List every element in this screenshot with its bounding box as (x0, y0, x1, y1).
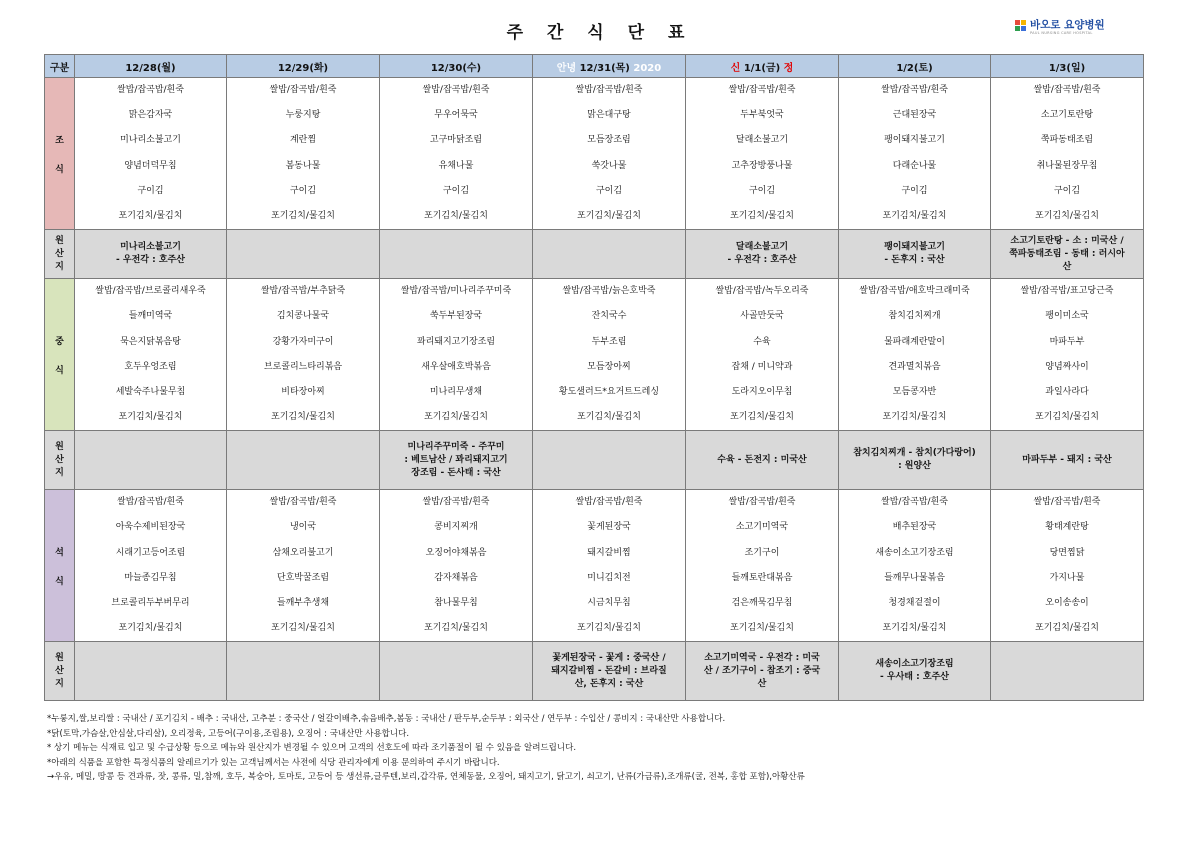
menu-item: 미나리무생채 (429, 386, 483, 397)
breakfast-label (45, 78, 75, 230)
origin-line: 참치김치찌개 - 참치(가다랑어) (853, 448, 976, 459)
day-header (227, 55, 380, 78)
origin-line: : 원양산 (898, 461, 931, 472)
origin-label-char: 산 (55, 248, 64, 259)
menu-item: 새송이소고기장조림 (875, 547, 954, 558)
note-line: *닭(토막,가슴살,안심살,다리살), 오리정육, 고등어(구이용,조림용), 오징어 : 국내산만 사용합니다. (47, 728, 410, 739)
lunch-row (45, 279, 1144, 431)
menu-item: 쌀밥/잡곡밥/애호박크래미죽 (859, 286, 970, 297)
dinner-day-cell (75, 490, 227, 642)
origin-line: 산 (757, 678, 767, 689)
menu-item: 마늘종김무침 (124, 572, 177, 583)
origin-line: 수육 - 돈전지 : 미국산 (717, 454, 807, 465)
breakfast-row (45, 78, 1144, 230)
origin-cell (991, 230, 1144, 279)
breakfast-day-cell (380, 78, 533, 230)
menu-item: 꽈리돼지고기장조림 (416, 336, 496, 347)
origin-label-char: 원 (55, 652, 64, 663)
day-date: 1/2(토) (896, 62, 933, 74)
origin-line: 미나리주꾸미죽 - 주꾸미 (407, 441, 505, 452)
menu-item: 들깨미역국 (128, 311, 173, 322)
menu-item: 양념더덕무침 (124, 160, 177, 171)
dinner-day-cell (839, 490, 991, 642)
origin-line: - 돈후지 : 국산 (884, 255, 945, 266)
lunch-origin-row (45, 431, 1144, 490)
breakfast-day-cell (686, 78, 839, 230)
menu-item: 다래순나물 (892, 160, 937, 171)
origin-label (45, 642, 75, 701)
menu-item: 쌀밥/잡곡밥/흰죽 (728, 497, 796, 508)
menu-item: 쌀밥/잡곡밥/부추닭죽 (260, 286, 346, 297)
menu-item: 계란찜 (289, 135, 317, 146)
menu-item: 김치콩나물국 (276, 311, 330, 322)
menu-item: 가지나물 (1049, 572, 1085, 583)
menu-item: 포기김치/물김치 (730, 210, 794, 221)
origin-line: 꽃게된장국 - 꽃게 : 중국산 / (552, 652, 666, 663)
menu-item: 쌀밥/잡곡밥/흰죽 (728, 85, 796, 95)
origin-cell (686, 230, 839, 279)
origin-line: 미나리소불고기 (120, 242, 181, 253)
meal-label-char: 조 (55, 135, 64, 146)
menu-item: 쌀밥/잡곡밥/표고당근죽 (1020, 286, 1114, 297)
menu-item: 도라지오이무침 (731, 386, 793, 397)
menu-item: 미니김치전 (587, 572, 631, 583)
origin-label-char: 원 (55, 235, 64, 246)
dinner-day-cell (686, 490, 839, 642)
breakfast-day-cell (533, 78, 686, 230)
menu-item: 포기김치/물김치 (118, 623, 183, 634)
menu-item: 포기김치/물김치 (424, 412, 488, 423)
menu-item: 강황가자미구이 (272, 336, 334, 347)
note-line: *누룽지,쌀,보리쌀 : 국내산 / 포기김치 - 배추 : 국내산, 고추분 : 중국산 / 얼갈이배추,솎음배추,봄동 : 국내산 / 판두부,순두부 : 외국산 / 연두부 : 수입산 / 콩비지 : 국내산만 사용합니다. (47, 714, 726, 724)
menu-item: 팽이돼지불고기 (884, 135, 945, 146)
origin-label-char: 지 (55, 261, 64, 272)
menu-item: 모듬장아찌 (587, 361, 631, 372)
menu-item: 구이김 (289, 185, 317, 196)
menu-item: 견과멸치볶음 (888, 361, 941, 372)
day-header (839, 55, 991, 78)
day-date: 12/29(화) (277, 62, 329, 74)
menu-item: 아욱수제비된장국 (115, 522, 186, 533)
lunch-day-cell (991, 279, 1144, 431)
menu-item: 쌀밥/잡곡밥/흰죽 (881, 85, 948, 95)
menu-item: 쌀밥/잡곡밥/흰죽 (422, 497, 490, 508)
day-date: 12/30(수) (430, 62, 482, 74)
lunch-label (45, 279, 75, 431)
meal-label-char: 식 (55, 164, 64, 175)
menu-item: 맑은감자국 (128, 110, 173, 121)
menu-item: 콩비지찌개 (434, 522, 478, 533)
lunch-day-cell (686, 279, 839, 431)
menu-item: 포기김치/물김치 (424, 210, 488, 221)
menu-item: 들깨무나물볶음 (884, 572, 945, 583)
lunch-day-cell (533, 279, 686, 431)
menu-item: 봄동나물 (285, 160, 321, 171)
origin-cell (227, 230, 380, 279)
menu-item: 조기구이 (744, 547, 780, 558)
menu-item: 쌀밥/잡곡밥/녹두오리죽 (715, 286, 809, 297)
menu-item: 삼채오리불고기 (272, 547, 334, 558)
origin-line: 소고기토란탕 - 소 : 미국산 / (1010, 235, 1124, 246)
menu-item: 구이김 (595, 185, 623, 196)
dinner-day-cell (380, 490, 533, 642)
menu-item: 호두우엉조림 (124, 361, 177, 372)
origin-line: 산 (1062, 261, 1072, 272)
menu-item: 무우어묵국 (434, 110, 478, 121)
menu-item: 미나리소불고기 (120, 135, 181, 146)
day-date: 1/3(일) (1048, 62, 1086, 74)
menu-item: 쌀밥/잡곡밥/흰죽 (117, 85, 184, 95)
menu-item: 오징어야채볶음 (425, 547, 487, 558)
origin-line: 새송이소고기장조림 (875, 659, 954, 670)
note-line: →우유, 메밀, 땅콩 등 견과류, 잣, 콩류, 밀,참깨, 호두, 복숭아, 토마토, 고등어 등 생선류,글루텐,보리,갑각류, 연체동물, 오징어, 돼지고기, 닭고기, 쇠고기, 난류(가금류),조개류(굴, 전복, 홍합 포함),아황산류 (47, 772, 805, 783)
origin-cell (227, 431, 380, 490)
origin-cell (991, 642, 1144, 701)
dinner-day-cell (533, 490, 686, 642)
menu-item: 포기김치/물김치 (1035, 623, 1099, 634)
origin-cell (991, 431, 1144, 490)
menu-item: 양념짜사이 (1045, 361, 1089, 372)
menu-item: 포기김치/물김치 (1035, 210, 1099, 221)
menu-item: 소고기미역국 (735, 522, 789, 533)
menu-item: 쌀밥/잡곡밥/흰죽 (575, 497, 643, 508)
holiday-sin: 신 (730, 62, 741, 74)
menu-item: 포기김치/물김치 (577, 623, 641, 634)
menu-item: 황도샐러드*요거트드레싱 (558, 386, 660, 397)
menu-item: 쌀밥/잡곡밥/흰죽 (269, 497, 337, 508)
origin-line: 산, 돈후지 : 국산 (574, 678, 644, 689)
menu-item: 새우살애호박볶음 (421, 361, 491, 372)
meal-label-char: 식 (55, 576, 64, 587)
origin-cell (533, 642, 686, 701)
menu-item: 잡채 / 미니약과 (731, 361, 793, 372)
menu-item: 쭉파동태조림 (1040, 135, 1094, 146)
menu-item: 쑥두부된장국 (429, 311, 483, 322)
menu-item: 쌀밥/잡곡밥/흰죽 (575, 85, 643, 95)
origin-cell (533, 230, 686, 279)
menu-item: 달래소불고기 (735, 135, 789, 146)
menu-item: 쌀밥/잡곡밥/흰죽 (117, 497, 184, 508)
menu-item: 모듬장조림 (587, 135, 631, 146)
menu-item: 포기김치/물김치 (271, 623, 335, 634)
origin-line: 마파두부 - 돼지 : 국산 (1022, 454, 1112, 465)
menu-item: 쌀밥/잡곡밥/흰죽 (881, 497, 948, 508)
origin-line: : 베트남산 / 꽈리돼지고기 (404, 454, 508, 465)
menu-item: 비타장아찌 (281, 386, 325, 397)
menu-item: 냉이국 (289, 522, 317, 533)
menu-item: 쌀밥/잡곡밥/흰죽 (1033, 85, 1101, 95)
holiday-greeting: 안녕 (556, 62, 577, 74)
menu-item: 청경채겉절이 (888, 598, 941, 608)
holiday-jeong: 정 (783, 62, 794, 74)
menu-item: 단호박꿀조림 (276, 572, 330, 583)
logo-subtitle: PAUL NURSING CARE HOSPITAL (1030, 31, 1093, 35)
origin-label (45, 230, 75, 279)
page-title: 주 간 식 단 표 (506, 23, 694, 43)
origin-cell (380, 642, 533, 701)
origin-cell (686, 642, 839, 701)
day-date: 12/31(목) (579, 62, 630, 74)
origin-cell (75, 642, 227, 701)
menu-item: 포기김치/물김치 (730, 623, 794, 634)
header-row (45, 55, 1144, 78)
origin-line: 쭉파동태조림 - 동태 : 러시아 (1009, 248, 1125, 259)
menu-item: 과일사라다 (1045, 386, 1089, 397)
day-header (991, 55, 1144, 78)
gubun-header: 구분 (45, 55, 75, 78)
menu-item: 두부조림 (591, 336, 627, 347)
day-header (686, 55, 839, 78)
origin-cell (75, 431, 227, 490)
note-line: * 상기 메뉴는 식재료 입고 및 수급상황 등으로 메뉴와 원산지가 변경될 수 있으며 고객의 선호도에 따라 조기품절이 될 수 있음을 알려드립니다. (47, 743, 577, 754)
origin-line: 소고기미역국 - 우전각 : 미국 (704, 652, 820, 663)
notes-section (47, 712, 1147, 785)
day-header (533, 55, 686, 78)
origin-cell (839, 230, 991, 279)
menu-item: 사골만둣국 (740, 311, 784, 322)
origin-cell (380, 431, 533, 490)
origin-line: 산 / 조기구이 - 참조기 : 중국 (703, 665, 821, 676)
menu-item: 포기김치/물김치 (424, 623, 488, 634)
menu-item: 쌀밥/잡곡밥/흰죽 (1033, 497, 1101, 508)
origin-line: 팽이돼지불고기 (884, 242, 945, 253)
origin-line: - 우사태 : 호주산 (880, 672, 949, 683)
dinner-day-cell (991, 490, 1144, 642)
origin-cell (227, 642, 380, 701)
origin-line: 장조림 - 돈사태 : 국산 (411, 467, 501, 478)
menu-item: 쌀밥/잡곡밥/미나리주꾸미죽 (400, 286, 512, 297)
menu-item: 오이송송이 (1045, 598, 1089, 608)
menu-item: 두부북엇국 (740, 110, 784, 121)
menu-item: 브로콜리느타리볶음 (263, 361, 343, 372)
menu-item: 포기김치/물김치 (577, 412, 641, 423)
menu-item: 묵은지닭볶음탕 (120, 336, 181, 347)
dinner-label (45, 490, 75, 642)
menu-item: 수육 (753, 336, 771, 347)
meal-label-char: 중 (55, 336, 64, 347)
menu-item: 구이김 (901, 185, 928, 196)
menu-item: 포기김치/물김치 (1035, 412, 1099, 423)
menu-item: 구이김 (748, 185, 776, 196)
day-date: 1/1(금) (743, 62, 781, 74)
menu-item: 쌀밥/잡곡밥/흰죽 (422, 85, 490, 95)
menu-item: 배추된장국 (892, 522, 937, 533)
menu-item: 쌀밥/잡곡밥/늙은호박죽 (562, 286, 656, 297)
menu-item: 들깨토란대볶음 (731, 572, 793, 583)
menu-item: 고추장방풍나물 (731, 160, 793, 171)
menu-item: 참나물무침 (434, 598, 478, 608)
menu-item: 구이김 (442, 185, 470, 196)
menu-item: 시래기고등어조림 (115, 547, 186, 558)
menu-item: 시금치무침 (587, 598, 631, 608)
origin-label-char: 산 (55, 665, 64, 676)
origin-line: 돼지갈비찜 - 돈갈비 : 브라질 (551, 665, 667, 676)
lunch-day-cell (380, 279, 533, 431)
menu-item: 포기김치/물김치 (271, 412, 335, 423)
hospital-logo (1015, 20, 1105, 35)
origin-label (45, 431, 75, 490)
menu-item: 팽이미소국 (1045, 311, 1089, 322)
menu-item: 고구마닭조림 (429, 135, 483, 146)
lunch-day-cell (839, 279, 991, 431)
menu-item: 황태계란탕 (1045, 522, 1089, 533)
origin-line: - 우전각 : 호주산 (727, 255, 797, 266)
note-line: *아래의 식품을 포함한 특정식품의 알레르기가 있는 고객님께서는 사전에 식당 관리자에게 이용 문의하여 주시기 바랍니다. (47, 757, 500, 768)
menu-item: 포기김치/물김치 (730, 412, 794, 423)
day-header (75, 55, 227, 78)
menu-item: 돼지갈비찜 (587, 547, 631, 558)
menu-item: 세발숙주나물무침 (115, 386, 186, 397)
origin-cell (839, 642, 991, 701)
menu-item: 누룽지탕 (285, 110, 321, 121)
origin-label-char: 지 (55, 678, 64, 689)
breakfast-day-cell (991, 78, 1144, 230)
logo-mark-icon (1015, 20, 1026, 31)
menu-item: 맑은대구탕 (587, 110, 631, 121)
menu-item: 쌀밥/잡곡밥/브로콜리새우죽 (95, 286, 206, 297)
lunch-day-cell (75, 279, 227, 431)
weekly-menu-table (44, 54, 1144, 701)
breakfast-day-cell (75, 78, 227, 230)
origin-cell (380, 230, 533, 279)
origin-label-char: 원 (55, 441, 64, 452)
menu-item: 구이김 (1053, 185, 1081, 196)
origin-cell (839, 431, 991, 490)
menu-item: 포기김치/물김치 (271, 210, 335, 221)
menu-item: 감자채볶음 (434, 572, 478, 583)
breakfast-day-cell (839, 78, 991, 230)
menu-item: 마파두부 (1049, 336, 1085, 347)
day-date: 12/28(월) (125, 62, 176, 74)
menu-item: 브로콜리두부버무리 (111, 598, 190, 608)
menu-item: 잔치국수 (591, 311, 627, 322)
breakfast-origin-row (45, 230, 1144, 279)
origin-line: 달래소불고기 (735, 242, 789, 253)
menu-item: 구이김 (137, 185, 164, 196)
logo-name: 바오로 요양병원 (1030, 19, 1105, 31)
dinner-row (45, 490, 1144, 642)
menu-item: 포기김치/물김치 (882, 623, 947, 634)
origin-line: - 우전각 : 호주산 (116, 255, 185, 266)
lunch-day-cell (227, 279, 380, 431)
meal-label-char: 석 (55, 547, 64, 558)
menu-item: 취나물된장무침 (1036, 160, 1098, 171)
menu-item: 들깨부추생채 (276, 598, 330, 608)
origin-cell (75, 230, 227, 279)
origin-label-char: 지 (55, 467, 64, 478)
breakfast-day-cell (227, 78, 380, 230)
menu-item: 유채나물 (438, 160, 474, 171)
origin-cell (533, 431, 686, 490)
menu-item: 포기김치/물김치 (577, 210, 641, 221)
menu-item: 포기김치/물김치 (882, 412, 947, 423)
menu-item: 포기김치/물김치 (882, 210, 947, 221)
origin-label-char: 산 (55, 454, 64, 465)
day-header (380, 55, 533, 78)
menu-item: 쌀밥/잡곡밥/흰죽 (269, 85, 337, 95)
menu-item: 쑥갓나물 (591, 160, 627, 171)
menu-item: 포기김치/물김치 (118, 210, 183, 221)
menu-item: 포기김치/물김치 (118, 412, 183, 423)
meal-label-char: 식 (55, 365, 64, 376)
menu-item: 꽃게된장국 (587, 522, 631, 533)
menu-item: 당면찜닭 (1049, 547, 1085, 558)
menu-item: 모듬콩자반 (892, 386, 937, 397)
menu-item: 소고기토란탕 (1040, 110, 1094, 121)
origin-cell (686, 431, 839, 490)
menu-item: 근대된장국 (892, 110, 937, 121)
menu-item: 물파래계란말이 (884, 336, 945, 347)
holiday-year: 2020 (633, 62, 662, 74)
menu-item: 참치김치찌개 (888, 311, 941, 322)
dinner-day-cell (227, 490, 380, 642)
dinner-origin-row (45, 642, 1144, 701)
menu-item: 검은깨묵김무침 (731, 598, 793, 608)
